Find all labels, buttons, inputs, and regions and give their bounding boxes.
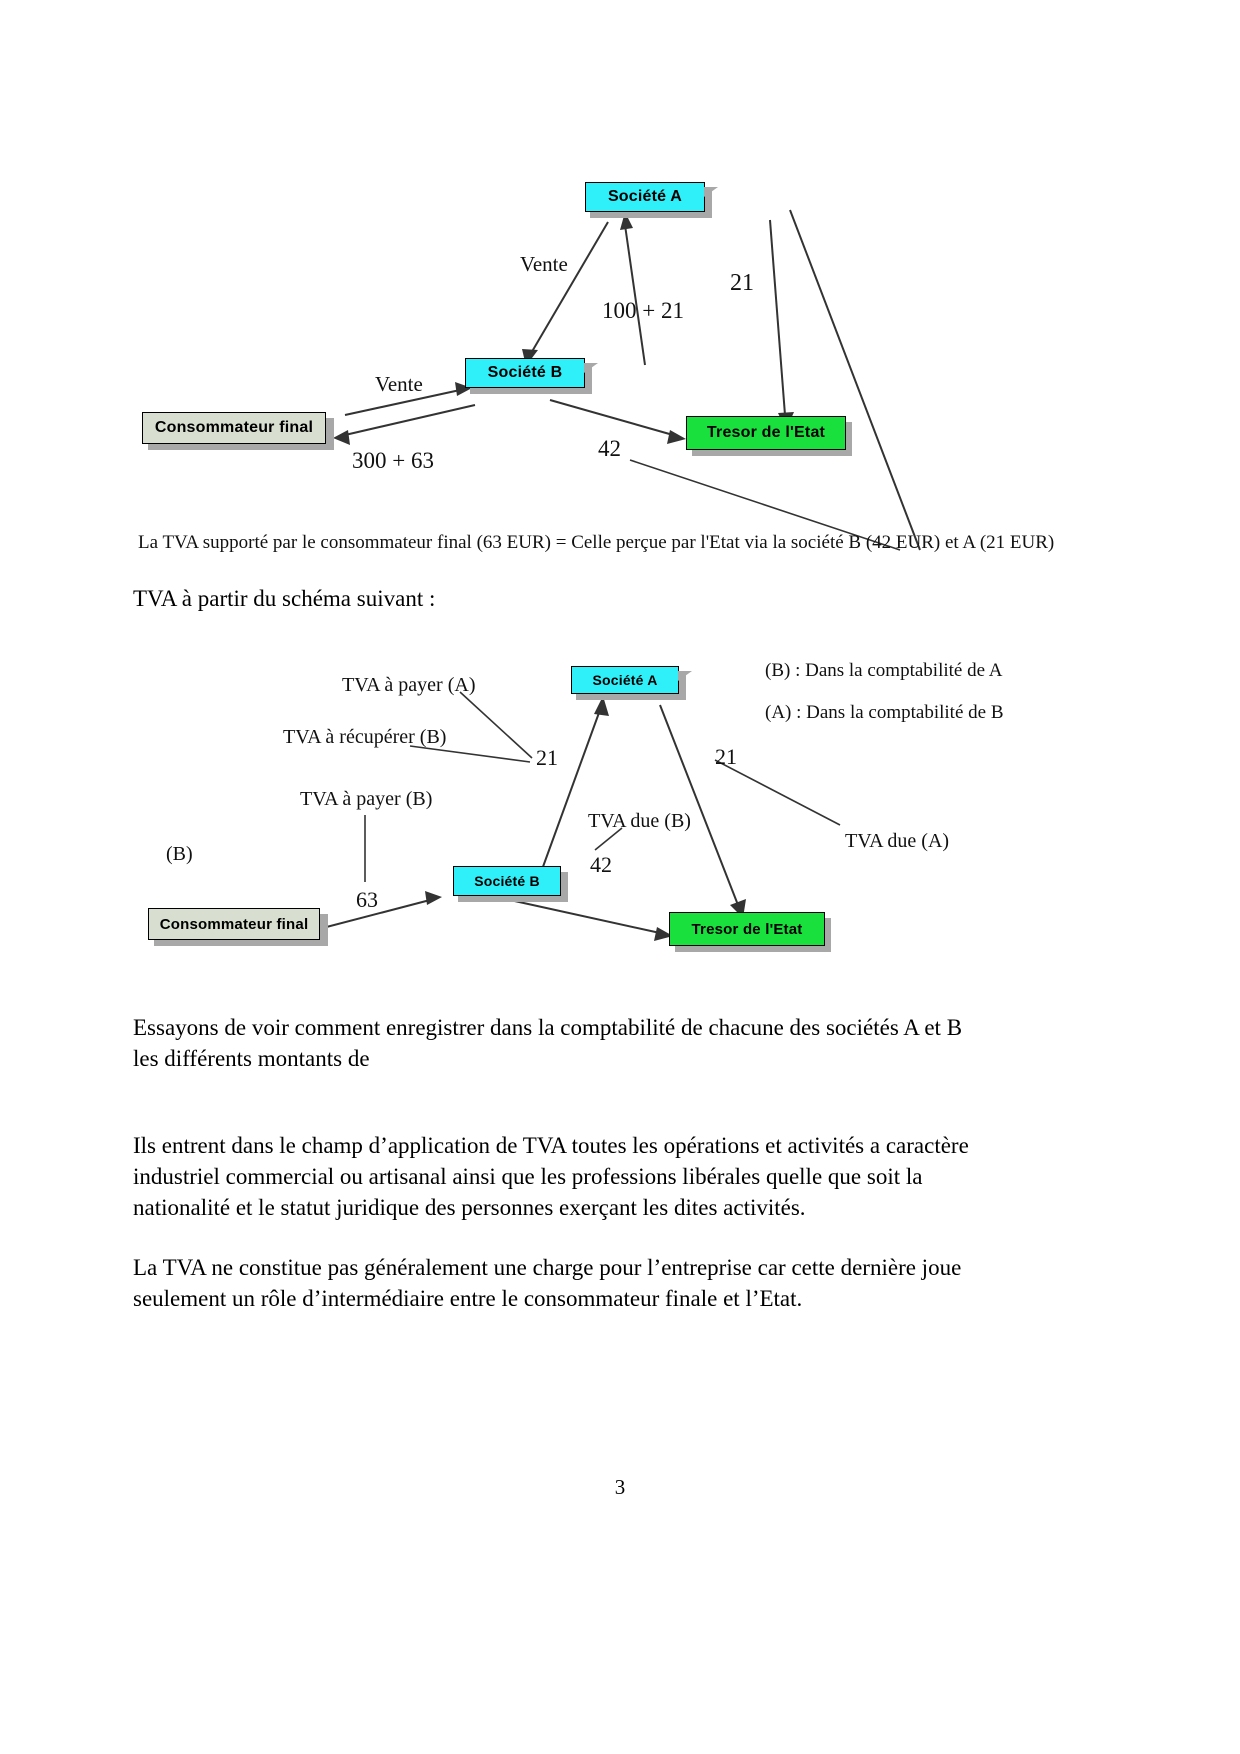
legend-a: (A) : Dans la comptabilité de B	[765, 702, 1004, 723]
label-tva-due-a: TVA due (A)	[845, 830, 950, 852]
node-societe-a-label: Société A	[607, 188, 683, 205]
label-63: 63	[356, 887, 378, 912]
paragraph-intro-schema: TVA à partir du schéma suivant :	[133, 586, 436, 611]
node-consommateur-label: Consommateur final	[154, 419, 314, 436]
paragraph-essayons: Essayons de voir comment enregistrer dans la comptabilité de chacune des sociétés A et B les différents montants de	[133, 1015, 963, 1071]
node-consommateur-final-2	[148, 908, 320, 940]
paragraph-champ-application: Ils entrent dans le champ d’application de TVA toutes les opérations et activités a caractère industriel commercial ou artisanal ainsi que les professions libérales quelle que soit la nationalité et le statut juridique des personnes exerçant les dites activités.	[133, 1133, 969, 1220]
label-tva-a-payer-b: TVA à payer (B)	[300, 788, 433, 810]
label-21-left-2: 21	[536, 745, 558, 770]
label-42-2: 42	[590, 852, 612, 877]
label-vente-top: Vente	[520, 252, 568, 276]
label-tva-due-b: TVA due (B)	[588, 810, 691, 832]
label-21-right: 21	[730, 270, 754, 296]
paragraph-charge: La TVA ne constitue pas généralement une charge pour l’entreprise car cette dernière joue seulement un rôle d’intermédiaire entre le consommateur finale et l’Etat.	[133, 1255, 962, 1311]
label-montant-top: 100 + 21	[602, 298, 684, 323]
label-vente-left: Vente	[375, 372, 423, 396]
label-mark-b: (B)	[166, 843, 193, 865]
figure-tva-flow-1	[130, 150, 1090, 580]
legend-b: (B) : Dans la comptabilité de A	[765, 660, 1003, 681]
node-tresor-label: Tresor de l'Etat	[706, 424, 826, 441]
label-tva-a-recuperer-b: TVA à récupérer (B)	[283, 726, 447, 748]
node-societe-b-2-label: Société B	[474, 873, 540, 889]
node-societe-a-2	[571, 666, 679, 694]
node-tresor-2-label: Tresor de l'Etat	[691, 920, 803, 938]
label-42: 42	[598, 436, 621, 461]
node-tresor-etat	[686, 416, 846, 450]
node-consommateur-final	[142, 412, 326, 444]
label-21-right-2: 21	[715, 744, 737, 769]
node-societe-a	[585, 182, 705, 212]
node-shadow-tail	[584, 363, 598, 373]
node-societe-b-2	[453, 866, 561, 896]
node-societe-a-2-label: Société A	[592, 672, 658, 688]
figure-tva-flow-2	[140, 650, 1040, 980]
label-tva-a-payer-a: TVA à payer (A)	[342, 674, 476, 696]
page-number: 3	[614, 1475, 626, 1499]
label-montant-left: 300 + 63	[352, 448, 434, 473]
node-societe-b	[465, 358, 585, 388]
node-societe-b-label: Société B	[487, 364, 563, 381]
node-tresor-etat-2	[669, 912, 825, 946]
node-consommateur-2-label: Consommateur final	[159, 915, 309, 933]
figure1-caption: La TVA supporté par le consommateur final (63 EUR) = Celle perçue par l'Etat via la société B (42 EUR) et A (21 EUR)	[138, 532, 1055, 553]
node-shadow-tail	[704, 187, 718, 197]
node-shadow-tail	[678, 671, 692, 681]
